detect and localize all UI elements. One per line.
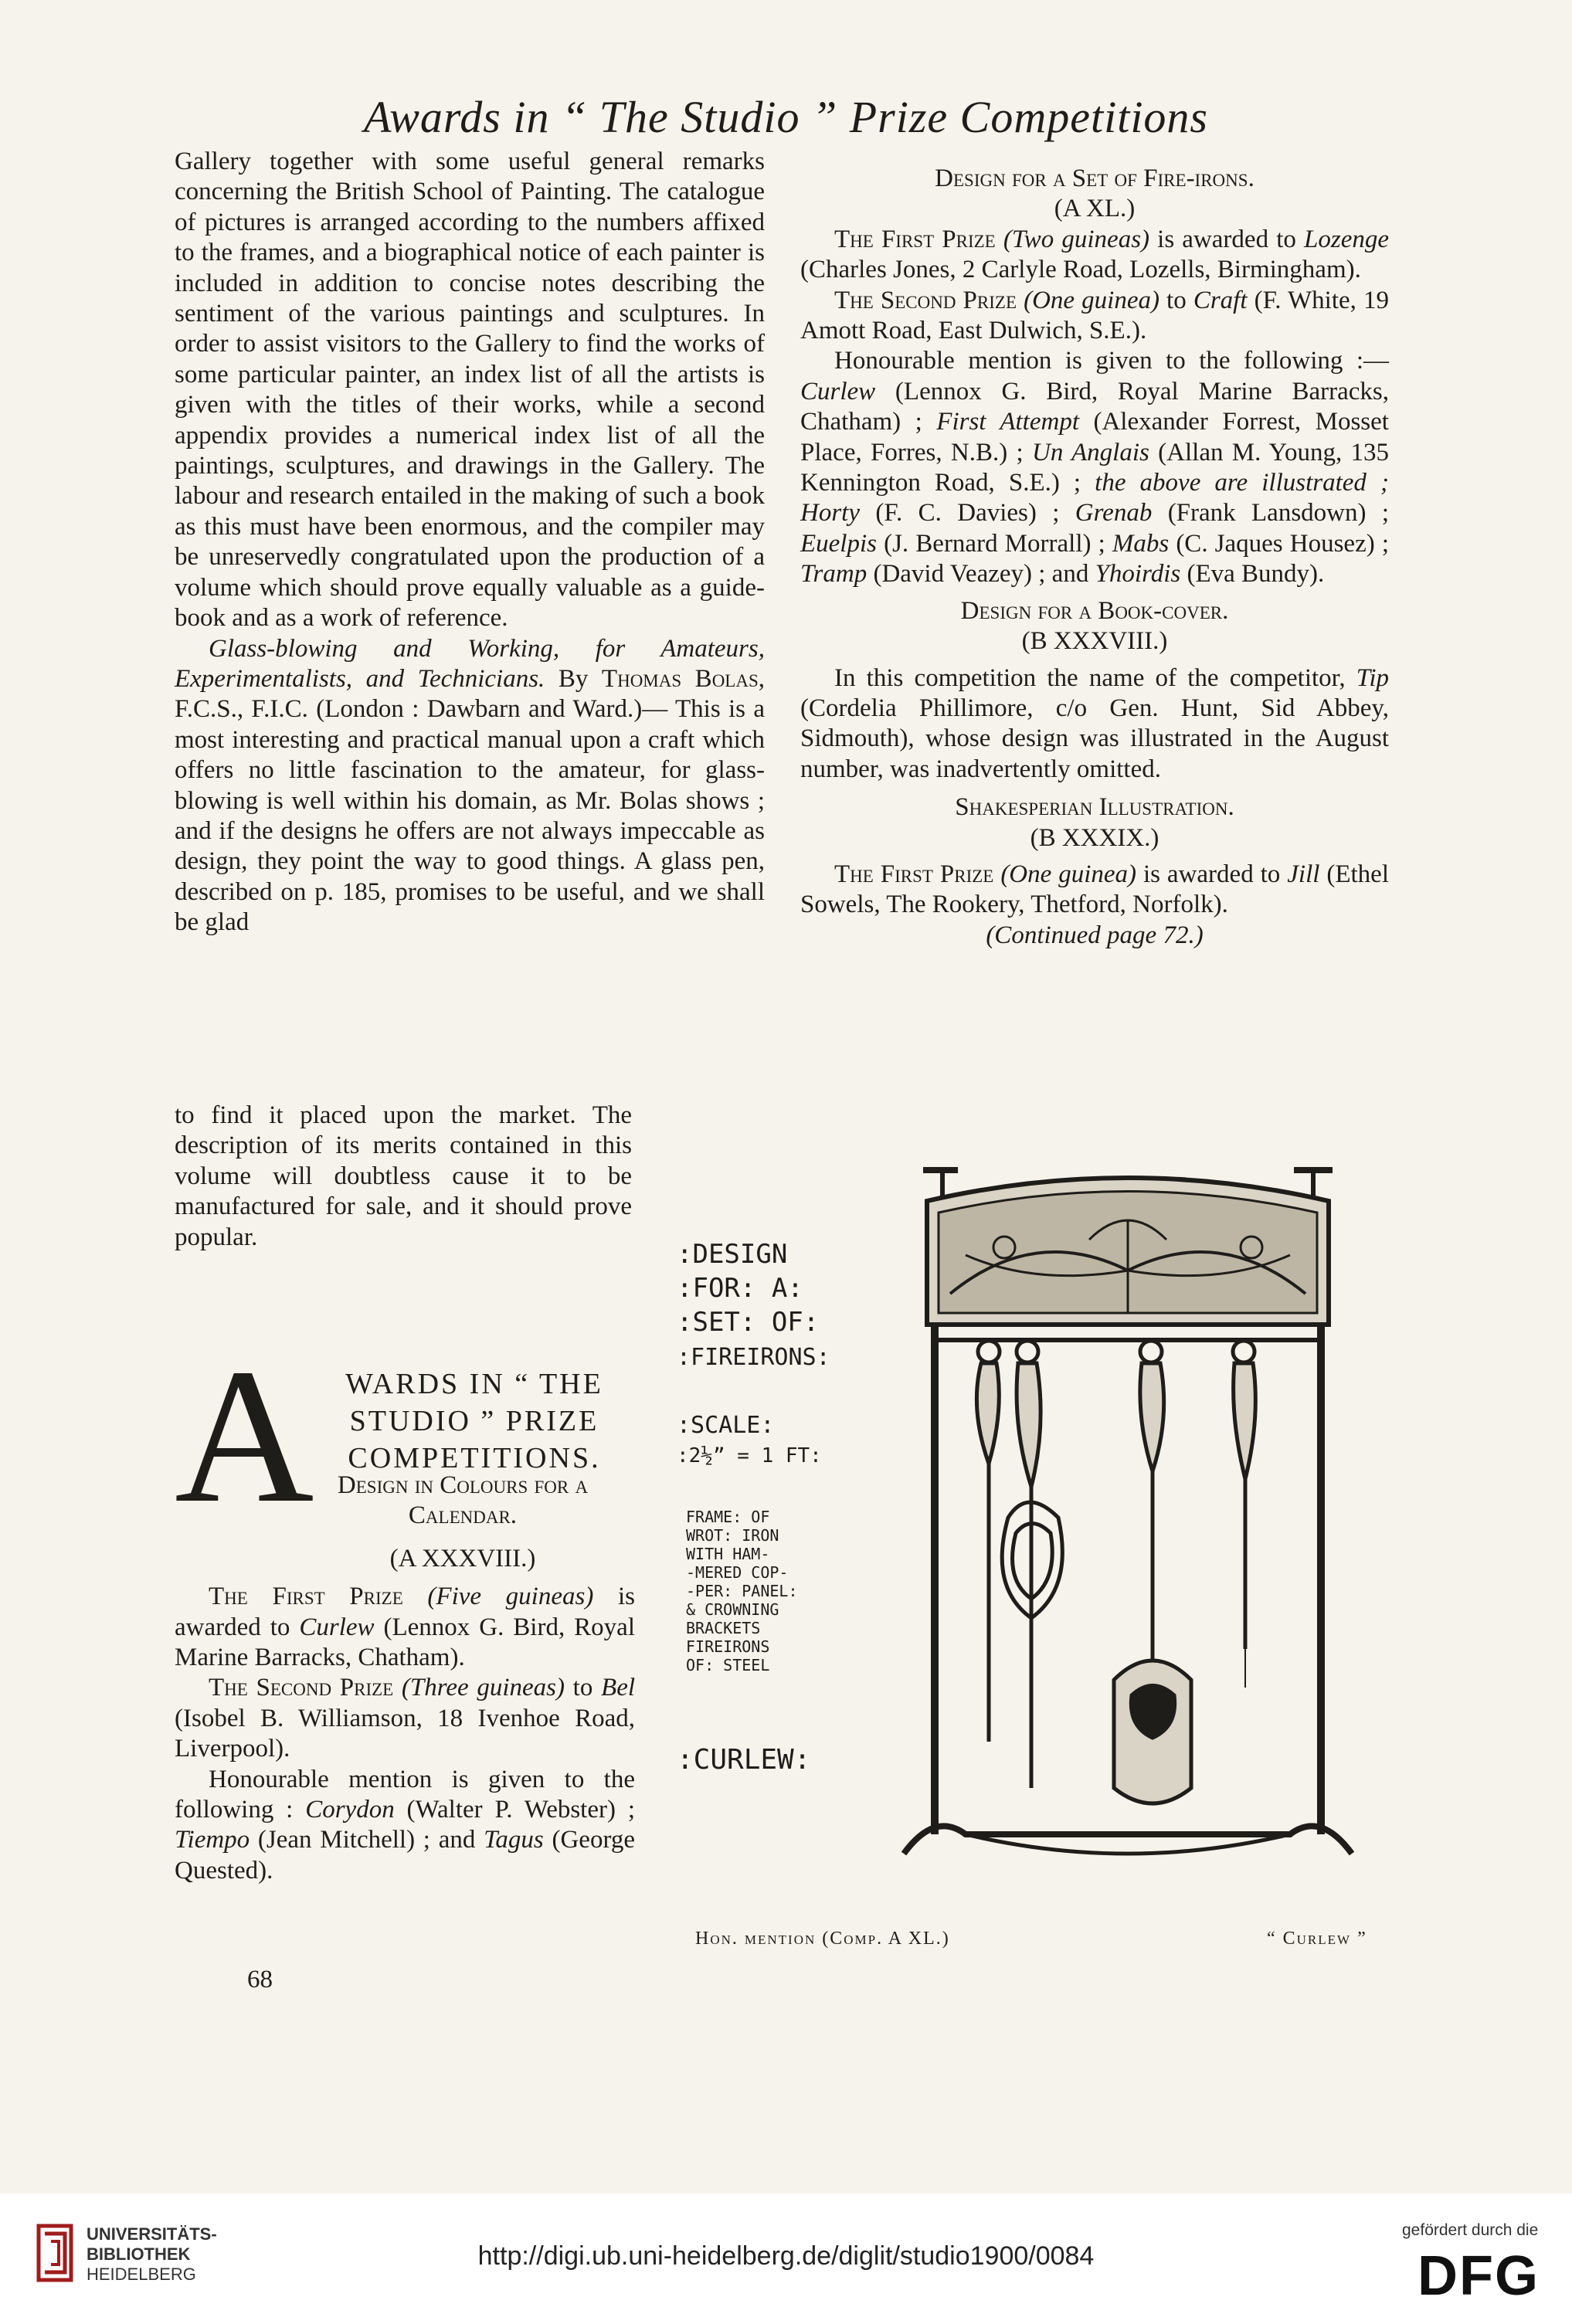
right-column [800, 164, 1389, 951]
book-title: Glass-blowing and Working, for Amateurs, Experimentalists, and Technicians. [175, 634, 765, 693]
library-name: UNIVERSITÄTS- BIBLIOTHEK HEIDELBERG [87, 2224, 217, 2284]
design-lettering-2: :FOR: A: [677, 1273, 803, 1304]
author-name: Thomas Bolas [601, 664, 759, 693]
note-lettering-7: BRACKETS [686, 1619, 761, 1637]
fireirons-illustration [672, 1155, 1410, 1942]
note-lettering-1: FRAME: OF [686, 1508, 770, 1526]
fireirons-code: (A XL.) [1054, 195, 1136, 223]
shakespeare-first-prize: The First Prize (One guinea) is awarded to Jill (Ethel Sowels, The Rookery, Thetford, Norfolk). [800, 860, 1389, 919]
fireirons-heading: Design for a Set of Fire-irons. [935, 165, 1255, 192]
calendar-first-prize: The First Prize (Five guineas) is awarded to Curlew (Lennox G. Bird, Royal Marine Barracks, Chatham). [175, 1583, 636, 1672]
note-lettering-2: WROT: IRON [686, 1526, 779, 1545]
signature-lettering: :CURLEW: [677, 1744, 811, 1776]
scale-lettering-1: :SCALE: [677, 1412, 775, 1439]
continued-note: (Continued page 72.) [986, 921, 1204, 949]
design-lettering-3: :SET: OF: [677, 1307, 820, 1338]
fireirons-first-prize: The First Prize (Two guineas) is awarded to Lozenge (Charles Jones, 2 Carlyle Road, Lozells, Birmingham). [800, 225, 1389, 284]
note-lettering-3: WITH HAM- [686, 1545, 770, 1563]
calendar-second-prize: The Second Prize (Three guineas) to Bel (Isobel B. Williamson, 18 Ivenhoe Road, Liverpool). [175, 1674, 636, 1763]
footer-bar [0, 2193, 1572, 2324]
page-number: 68 [247, 1966, 273, 1993]
left-column [175, 147, 765, 938]
source-url[interactable]: http://digi.ub.uni-heidelberg.de/diglit/studio1900/0084 [477, 2241, 1095, 2271]
bookcover-heading: Design for a Book-cover. [960, 596, 1229, 625]
illustration-caption: Hon. mention (Comp. A XL.) [695, 1929, 950, 1949]
fireirons-second-prize: The Second Prize (One guinea) to Craft (F. White, 19 Amott Road, East Dulwich, S.E.). [800, 286, 1390, 345]
review-paragraph-2: Glass-blowing and Working, for Amateurs, Experimentalists, and Technicians. By Thomas Bolas, F.C.S., F.I.C. (London : Dawbarn and Ward.)— This is a most interesting and practical manual upon a craft which offers no little fascination to the amateur, for glass-blowing is well within his domain, as Mr. Bolas shows ; and if the designs he offers are not always impeccable as design, they point the way to good things. A glass pen, described on p. 185, promises to be useful, and we shall be glad [175, 634, 766, 937]
page-header: Awards in “ The Studio ” Prize Competitions [363, 92, 1209, 142]
dfg-logo: DFG [1418, 2245, 1540, 2307]
design-lettering-1: :DESIGN [677, 1239, 788, 1270]
fire-irons [976, 1341, 1255, 1803]
calendar-subhead: Design in Colours for a Calendar. [337, 1471, 589, 1530]
note-lettering-4: -MERED COP- [686, 1563, 789, 1582]
note-lettering-8: FIREIRONS [686, 1637, 770, 1656]
drop-cap: A [175, 1329, 314, 1543]
fireirons-honourable-mention: Honourable mention is given to the following :— Curlew (Lennox G. Bird, Royal Marine Barracks, Chatham) ; First Attempt (Alexander Forrest, Mosset Place, Forres, N.B.) ; Un Anglais (Allan M. Young, 135 Kennington Road, S.E.) ; the above are illustrated ; Horty (F. C. Davies) ; Grenab (Frank Lansdown) ; Euelpis (J. Bernard Morrall) ; Mabs (C. Jaques Housez) ; Tramp (David Veazey) ; and Yhoirdis (Eva Bundy). [800, 347, 1389, 589]
calendar-honourable-mention: Honourable mention is given to the following : Corydon (Walter P. Webster) ; Tiempo (Jean Mitchell) ; and Tagus (George Quested). [175, 1765, 635, 1885]
note-lettering-6: & CROWNING [686, 1600, 779, 1619]
scale-lettering-2: :2½” = 1 FT: [677, 1444, 822, 1467]
section-title: WARDS IN “ THE STUDIO ” PRIZE COMPETITIONS. [345, 1368, 603, 1474]
review-paragraph-1: Gallery together with some useful general remarks concerning the British School of Painting. The catalogue of pictures is arranged according to the numbers affixed to the frames, and a biographical notice of each painter is included in addition to concise notes describing the sentiment of the various paintings and sculptures. In order to assist visitors to the Gallery to find the works of some particular painter, an index list of all the artists is given with the titles of their works, while a second appendix provides a numerical index list of all the paintings, sculptures, and drawings in the Gallery. The labour and research entailed in the making of such a book as this must have been enormous, and the compiler may be unreservedly congratulated upon the production of a volume which should prove equally valuable as a guide-book and as a work of reference. [175, 148, 765, 633]
note-lettering-5: -PER: PANEL: [686, 1582, 798, 1600]
note-lettering-9: OF: STEEL [686, 1656, 770, 1674]
bookcover-text: In this competition the name of the competitor, Tip (Cordelia Phillimore, c/o Gen. Hunt, Sid Abbey, Sidmouth), whose design was illustrated in the August number, was inadvertently omitted. [800, 663, 1389, 783]
design-lettering-4: :FIREIRONS: [677, 1344, 830, 1371]
calendar-code: (A XXXVIII.) [389, 1544, 536, 1573]
bookcover-code: (B XXXVIII.) [1021, 627, 1168, 656]
illustration-caption-name: “ Curlew ” [1267, 1929, 1367, 1949]
section-body [175, 1471, 636, 1886]
left-column-continuation: to find it placed upon the market. The description of its merits contained in this volume will doubtless cause it to be manufactured for sale, and it should prove popular. [175, 1101, 632, 1251]
shakespeare-code: (B XXXIX.) [1030, 823, 1159, 852]
shakespeare-heading: Shakesperian Illustration. [955, 793, 1234, 822]
funded-by-label: gefördert durch die [1402, 2221, 1539, 2239]
